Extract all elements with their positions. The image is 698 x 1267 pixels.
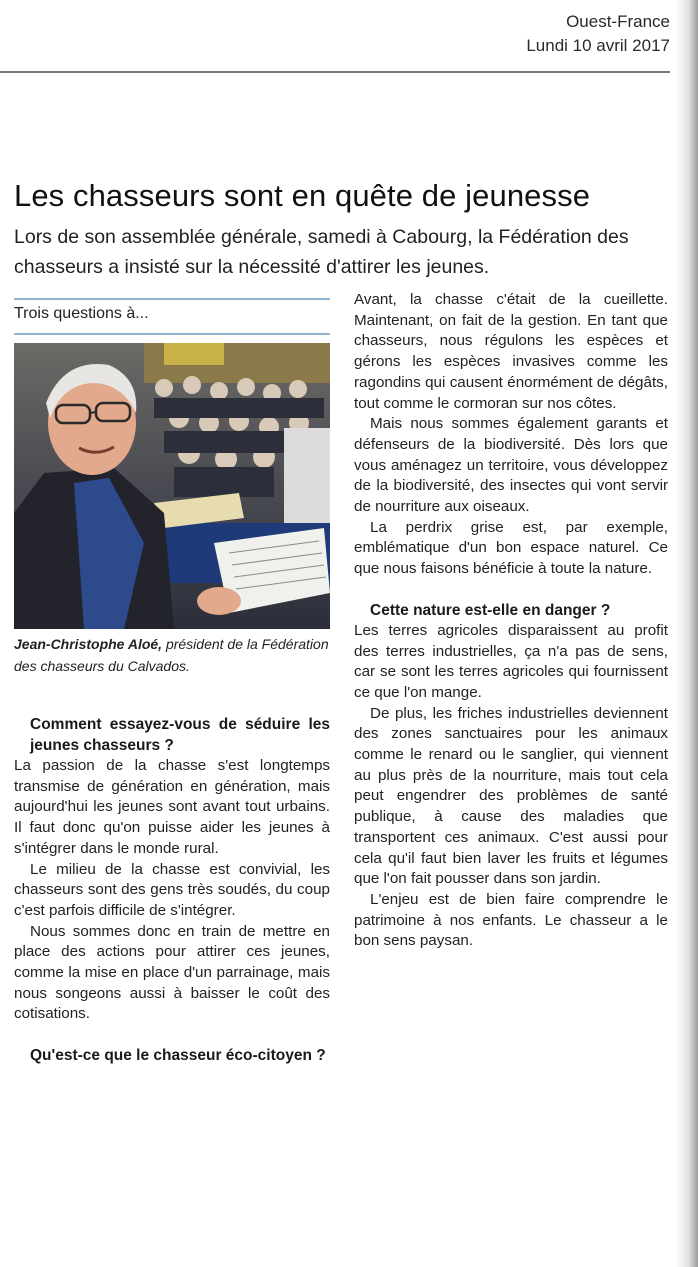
answer-2-paragraph-1: Avant, la chasse c'était de la cueillette. Maintenant, on fait de la gestion. En tant que chasseurs, nous régulons les espèces et gérons les espèces invasives comme les ragondins qui causent énormément de dégâts, tout comme le cormoran sur nos côtes. bbox=[354, 291, 668, 412]
question-3: Cette nature est-elle en danger ? bbox=[370, 601, 611, 619]
question-1: Comment essayez-vous de séduire les jeunes chasseurs ? bbox=[30, 716, 330, 754]
box-top-rule bbox=[14, 298, 330, 300]
answer-1-paragraph-3: Nous sommes donc en train de mettre en place des actions pour attirer ces jeunes, comme la mise en place d'un parrainage, mais nous songeons aussi à baisser le coût des cotisations. bbox=[14, 922, 330, 1023]
answer-3-paragraph-3: L'enjeu est de bien faire comprendre le patrimoine à nos enfants. Le chasseur a le bon sens paysan. bbox=[354, 890, 668, 950]
photo-caption bbox=[14, 633, 344, 677]
right-text-column bbox=[354, 290, 668, 952]
article-title: Les chasseurs sont en quête de jeunesse bbox=[14, 178, 591, 213]
publication-name: Ouest-France bbox=[566, 12, 670, 31]
caption-name: Jean-Christophe Aloé, bbox=[14, 636, 163, 652]
interview-box-title: Trois questions à... bbox=[14, 305, 149, 322]
answer-2-paragraph-3: La perdrix grise est, par exemple, emblématique d'un bon espace naturel. Ce que nous faisons bénéficie à toute la nature. bbox=[354, 518, 668, 578]
article-photo bbox=[14, 343, 330, 629]
masthead bbox=[526, 10, 670, 58]
answer-3-paragraph-1: Les terres agricoles disparaissent au profit des terres industrielles, ça n'a pas de sens, car se sont les terres agricoles qui fournissent ce que l'on mange. bbox=[354, 621, 668, 701]
question-2: Qu'est-ce que le chasseur éco-citoyen ? bbox=[30, 1047, 326, 1065]
box-bottom-rule bbox=[14, 333, 330, 335]
caption-text: président de la Fédération des chasseurs du Calvados. bbox=[14, 636, 329, 674]
left-text-column bbox=[14, 714, 330, 1066]
answer-1-paragraph-2: Le milieu de la chasse est convivial, les chasseurs sont des gens très soudés, du coup c'est parfois difficile de s'intégrer. bbox=[14, 860, 330, 919]
article-lead: Lors de son assemblée générale, samedi à Cabourg, la Fédération des chasseurs a insisté sur la nécessité d'attirer les jeunes. bbox=[14, 226, 629, 278]
header-divider bbox=[0, 71, 670, 73]
publication-date: Lundi 10 avril 2017 bbox=[526, 36, 670, 55]
answer-1-paragraph-1: La passion de la chasse s'est longtemps transmise de génération en génération, mais aujourd'hui les jeunes sont avant tout urbains. Il faut donc qu'on puisse aider les jeunes à s'intégrer dans le monde rural. bbox=[14, 757, 330, 857]
page-edge-shadow bbox=[676, 0, 698, 1267]
answer-2-paragraph-2: Mais nous sommes également garants et défenseurs de la biodiversité. Dès lors que vous aménagez un territoire, vous développez de la biodiversité, des insectes qui vont servir de nourriture aux oiseaux. bbox=[354, 415, 668, 516]
answer-3-paragraph-2: De plus, les friches industrielles deviennent des zones sanctuaires pour les animaux comme le renard ou le sanglier, qui viennent au plus près de la nourriture, mais tout cela peut engendrer des problèmes de santé publique, à cause des maladies que transportent ces animaux. C'est aussi pour cela qu'il faut bien laver les fruits et légumes que l'on fait pousser dans son jardin. bbox=[354, 704, 668, 888]
